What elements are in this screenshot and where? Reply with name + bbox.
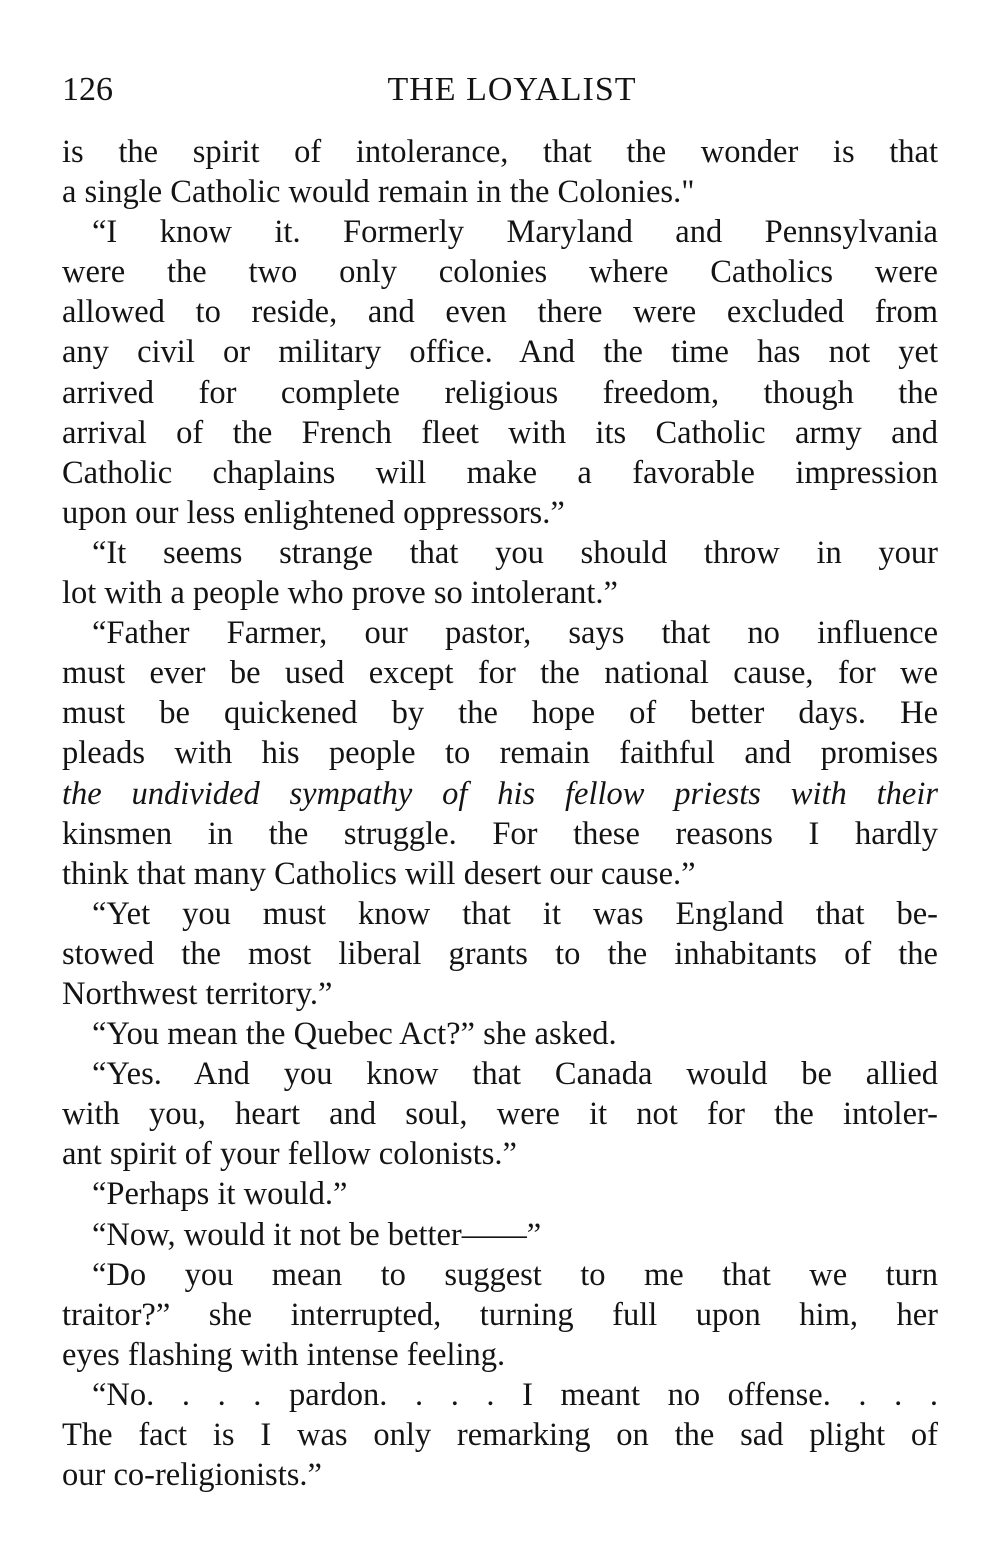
text-line: must ever be used except for the national cause, for we — [62, 655, 938, 692]
text-line: kinsmen in the struggle. For these reasons I hardly — [62, 815, 938, 852]
text-line: upon our less enlightened oppressors.” — [62, 494, 565, 531]
text-line: “No. . . . pardon. . . . I meant no offense. . . . — [92, 1376, 938, 1413]
text-line: any civil or military office. And the time has not yet — [62, 334, 938, 371]
text-line: think that many Catholics will desert our cause.” — [62, 855, 696, 892]
text-line: must be quickened by the hope of better days. He — [62, 695, 938, 732]
text-line: Northwest territory.” — [62, 975, 333, 1012]
text-line: eyes flashing with intense feeling. — [62, 1336, 506, 1373]
text-line: were the two only colonies where Catholics were — [62, 254, 938, 291]
text-line: Catholic chaplains will make a favorable impression — [62, 454, 938, 491]
text-line: with you, heart and soul, were it not for the intoler- — [62, 1096, 938, 1133]
text-line: “You mean the Quebec Act?” she asked. — [92, 1016, 617, 1053]
text-line: pleads with his people to remain faithful and promises — [62, 735, 938, 772]
text-line: “It seems strange that you should throw in your — [92, 534, 938, 571]
text-line: stowed the most liberal grants to the inhabitants of the — [62, 935, 938, 972]
text-line: ant spirit of your fellow colonists.” — [62, 1136, 517, 1173]
text-line: The fact is I was only remarking on the sad plight of — [62, 1417, 938, 1453]
body-text — [62, 132, 938, 1495]
text-line: allowed to reside, and even there were excluded from — [62, 294, 938, 331]
text-line: is the spirit of intolerance, that the wonder is that — [62, 134, 938, 170]
page-number: 126 — [62, 71, 113, 108]
text-line: a single Catholic would remain in the Colonies." — [62, 174, 695, 211]
text-line: the undivided sympathy of his fellow priests with their — [62, 775, 938, 812]
text-line: “I know it. Formerly Maryland and Pennsylvania — [92, 214, 938, 251]
text-line: our co-religionists.” — [62, 1457, 322, 1494]
text-line: traitor?” she interrupted, turning full upon him, her — [62, 1296, 938, 1333]
text-line: “Yet you must know that it was England that be- — [92, 895, 938, 932]
text-line: “Do you mean to suggest to me that we turn — [92, 1256, 938, 1293]
text-line: “Now, would it not be better——” — [92, 1216, 542, 1253]
text-line: arrival of the French fleet with its Catholic army and — [62, 414, 938, 451]
text-line: “Yes. And you know that Canada would be allied — [92, 1056, 938, 1093]
text-line: “Father Farmer, our pastor, says that no influence — [92, 615, 938, 652]
running-title: THE LOYALIST — [387, 71, 637, 108]
text-line: lot with a people who prove so intolerant.” — [62, 575, 618, 612]
text-line: arrived for complete religious freedom, though the — [62, 374, 938, 411]
text-line: “Perhaps it would.” — [92, 1176, 348, 1213]
page-header — [62, 68, 938, 112]
